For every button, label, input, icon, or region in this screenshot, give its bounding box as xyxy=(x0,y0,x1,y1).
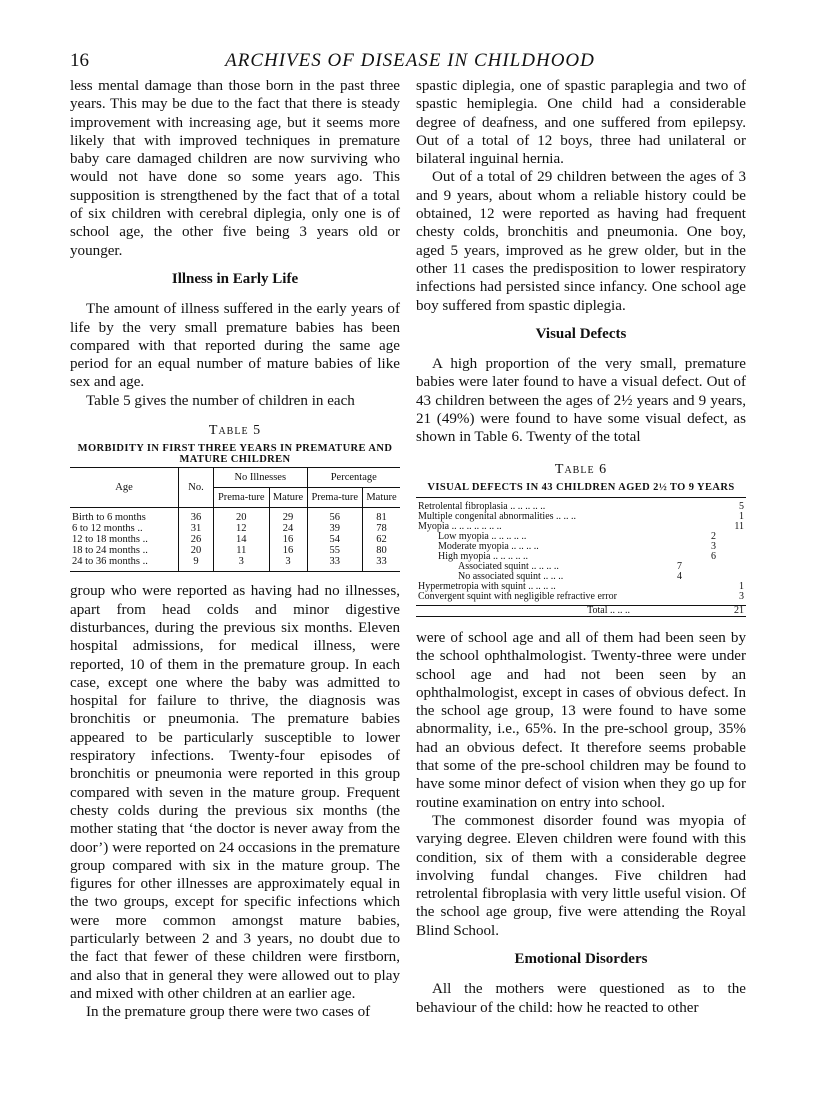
row-label: Moderate myopia .. .. .. .. xyxy=(438,540,539,552)
row-value: 3 xyxy=(711,540,716,552)
table-row xyxy=(416,497,746,512)
row-label: Low myopia .. .. .. .. .. xyxy=(438,530,527,542)
section-heading: Illness in Early Life xyxy=(171,270,299,287)
table-cell: 78 xyxy=(363,523,400,534)
column-header: Mature xyxy=(269,488,307,508)
column-group-header: No Illnesses xyxy=(214,468,308,488)
row-value: 1 xyxy=(739,580,744,592)
section-heading: Visual Defects xyxy=(535,325,627,342)
table-cell: 20 xyxy=(214,508,270,524)
table-cell: 39 xyxy=(307,523,363,534)
column-header: No. xyxy=(179,468,214,508)
table-cell: 18 to 24 months .. xyxy=(72,545,148,557)
page-number: 16 xyxy=(70,50,89,71)
table-cell: 26 xyxy=(179,534,214,545)
table-cell: 24 to 36 months .. xyxy=(70,556,179,572)
left-column xyxy=(70,77,400,1021)
table-cell: 62 xyxy=(363,534,400,545)
section-heading: Emotional Disorders xyxy=(514,950,648,967)
morbidity-table xyxy=(70,467,400,572)
table-cell: 12 xyxy=(214,523,270,534)
table-cell: 20 xyxy=(179,545,214,556)
table-cell: 33 xyxy=(363,556,400,572)
table-cell: 16 xyxy=(269,534,307,545)
paragraph: All the mothers were questioned as to the behaviour of the child: how he reacted to other xyxy=(416,981,746,1016)
table-cell: 54 xyxy=(307,534,363,545)
table-cell: 11 xyxy=(214,545,270,556)
row-label: Retrolental fibroplasia .. .. .. .. .. xyxy=(416,497,660,512)
table-cell: 36 xyxy=(179,508,214,524)
table-cell: 31 xyxy=(179,523,214,534)
row-label: High myopia .. .. .. .. .. xyxy=(438,550,528,562)
total-value: 21 xyxy=(718,605,746,616)
paragraph: The amount of illness suffered in the early years of life by the very small premature babies has been compared with that reported during the same age period for an equal number of mature babies of like sex and age. xyxy=(70,301,400,391)
table-cell: 12 to 18 months .. xyxy=(72,534,148,546)
journal-title: ARCHIVES OF DISEASE IN CHILDHOOD xyxy=(225,50,595,71)
total-label: Total .. .. .. xyxy=(416,605,660,616)
paragraph: The commonest disorder found was myopia of varying degree. Eleven children were found with this condition, six of them with a considerable degree involving fundal changes. Five children had retrolental fibroplasia with very little useful vision. Of the school age group, five were attending the Royal Blind School. xyxy=(416,812,746,939)
table-cell: 3 xyxy=(214,556,270,572)
paragraph: In the premature group there were two cases of xyxy=(86,1004,371,1021)
table-cell: 16 xyxy=(269,545,307,556)
row-value: 1 xyxy=(739,510,744,522)
table-label: Table 6 xyxy=(554,461,608,477)
table-cell: 55 xyxy=(307,545,363,556)
paragraph: Out of a total of 29 children between the ages of 3 and 9 years, about whom a reliable history could be obtained, 12 were reported as having had frequent chesty colds, bronchitis and pneumonia. One boy, aged 5 years, improved as he grew older, but in the other 11 cases the predisposition to lower respiratory infections had persisted since infancy. One school age boy suffered from spastic diplegia. xyxy=(416,169,746,314)
table-row xyxy=(416,592,746,606)
paragraph: were of school age and all of them had been seen by the school ophthalmologist. Twenty-three were under school age and had not been seen by an ophthalmologist, except in cases of obvious defect. In the school age group, 13 were found to have some abnormality, i.e., 65%. In the pre-school group, 35% had an obvious defect. It therefore seems probable that some of the pre-school children may be found to have some minor defect of vision when they go up for routine examination on entry into school. xyxy=(416,629,746,811)
table-title: MORBIDITY IN FIRST THREE YEARS IN PREMATURE AND MATURE CHILDREN xyxy=(77,443,393,466)
table-row xyxy=(70,534,400,545)
table-title: VISUAL DEFECTS IN 43 CHILDREN AGED 2½ TO 9 YEARS xyxy=(427,481,735,493)
table-cell: 6 to 12 months .. xyxy=(72,523,143,535)
table-cell: 9 xyxy=(179,556,214,572)
table-cell: 29 xyxy=(269,508,307,524)
column-header: Prema-ture xyxy=(214,488,270,508)
row-value: 6 xyxy=(711,550,716,562)
table-row xyxy=(70,508,400,524)
page-header xyxy=(70,50,750,76)
row-label: No associated squint .. .. .. xyxy=(458,570,564,582)
column-header: Prema-ture xyxy=(307,488,363,508)
table-cell: 33 xyxy=(307,556,363,572)
paragraph: A high proportion of the very small, premature babies were later found to have a visual defect. Out of 43 children between the ages of 2½ years and 9 years, 21 (49%) were found to have some visual defect, as shown in Table 6. Twenty of the total xyxy=(416,356,746,446)
table-cell: 14 xyxy=(214,534,270,545)
table-label: Table 5 xyxy=(208,423,262,439)
row-value: 4 xyxy=(677,570,682,582)
table-row xyxy=(70,523,400,534)
paragraph: less mental damage than those born in the past three years. This may be due to the fact that there is steady improvement with increasing age, but it seems more likely that with improved techniques in premature baby care damaged children are now surviving who would not have done so some years ago. This supposition is strengthened by the fact that of a total of six children with cerebral diplegia, only one is of school age, the other five being 3 years old or younger. xyxy=(70,78,400,259)
row-value: 2 xyxy=(711,530,716,542)
table-row xyxy=(70,545,400,556)
row-value: 7 xyxy=(677,560,682,572)
table-cell: 3 xyxy=(269,556,307,572)
table-total-row xyxy=(416,605,746,616)
paragraph: group who were reported as having had no illnesses, apart from head colds and minor digestive disturbances, during the previous six months. Eleven hospital admissions, for medical illness, were reported, 10 of them in the premature group. In each case, except one where the baby was admitted to hospital for failure to thrive, the diagnosis was bronchitis or pneumonia. The premature babies appeared to be particularly susceptible to lower respiratory infections. Twenty-four episodes of bronchitis or pneumonia were reported in this group compared with seven in the mature group. Frequent chesty colds during the previous six months (the mother stating that ‘the doctor is never away from the door’) were reported on 24 occasions in the premature group compared with six in the mature group. The figures for other illnesses are approximately equal in the two groups, except for specific infections which were more common amongst mature babies, particularly between 2 and 3 years, no doubt due to the fact that fewer of these children were firstborn, and also that in general they were allowed out to play and mixed with other children at an earlier age. xyxy=(70,583,400,1002)
right-column xyxy=(416,77,746,1017)
table-cell: 81 xyxy=(363,508,400,524)
paragraph: Table 5 gives the number of children in each xyxy=(86,392,355,409)
row-value: 5 xyxy=(718,497,746,512)
row-label: Convergent squint with negligible refractive error xyxy=(416,592,660,606)
table-cell: Birth to 6 months xyxy=(72,512,146,524)
row-value: 3 xyxy=(718,592,746,606)
table-cell: 80 xyxy=(363,545,400,556)
row-label: Multiple congenital abnormalities .. .. .. xyxy=(418,510,577,522)
table-row xyxy=(70,556,400,572)
row-label: Hypermetropia with squint .. .. .. .. xyxy=(418,580,556,592)
visual-defects-table xyxy=(416,497,746,617)
paragraph: spastic diplegia, one of spastic paraplegia and two of spastic hemiplegia. One child had a considerable degree of deafness, and one suffered from epilepsy. Out of a total of 12 boys, three had unilateral or bilateral inguinal hernia. xyxy=(416,78,746,168)
row-label: Myopia .. .. .. .. .. .. .. xyxy=(418,520,502,532)
row-value: 11 xyxy=(734,520,744,532)
column-group-header: Percentage xyxy=(307,468,400,488)
table-cell: 56 xyxy=(307,508,363,524)
column-header: Mature xyxy=(363,488,400,508)
table-cell: 24 xyxy=(269,523,307,534)
column-header: Age xyxy=(70,468,179,508)
row-label: Associated squint .. .. .. .. xyxy=(458,560,559,572)
